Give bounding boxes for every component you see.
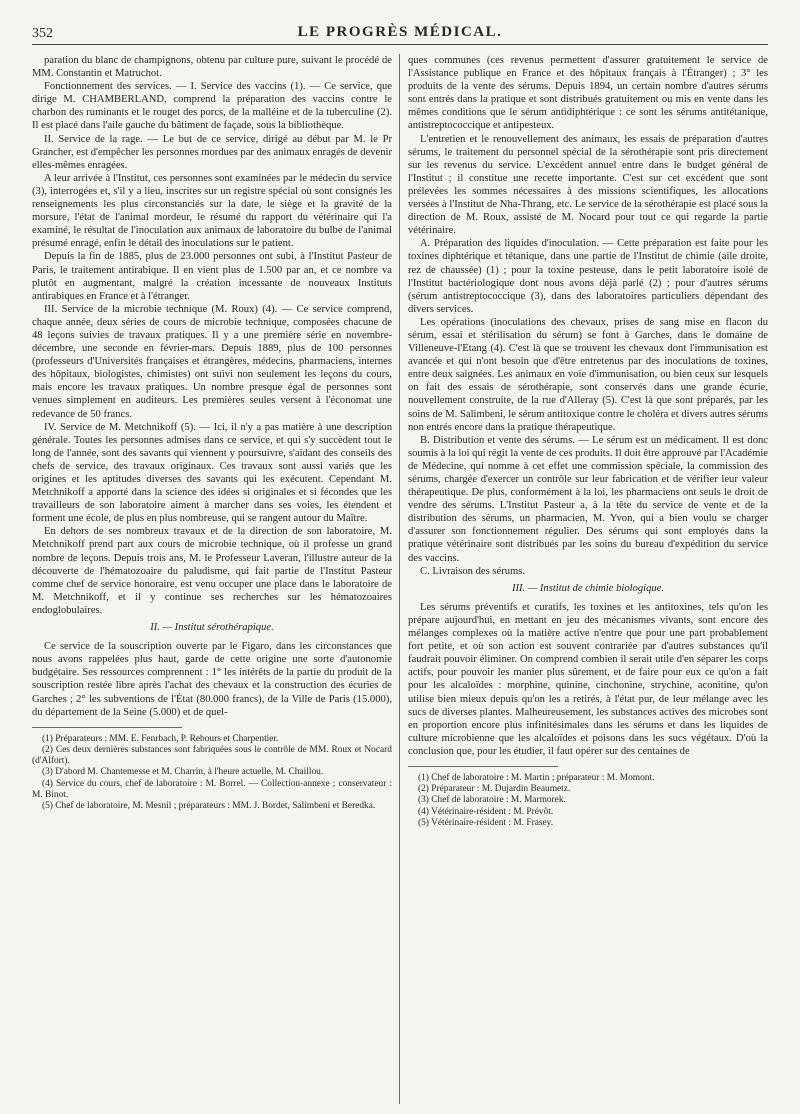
paragraph: ques communes (ces revenus permettent d'assurer gratuitement le service de l'Assistance publique en France et des hôpitaux français à l'Étranger) ; 3° les produits de la vente des sérums. Depuis 1894, un certain nombre d'autres sérums sont entrés dans la pratique et sont distribués gratuitement ou mis en vente dans les mêmes conditions que le sérum antidiphtérique : ce sont les sérums antitétanique, antistreptococcique et antipesteux. xyxy=(408,55,768,132)
footnote: (5) Chef de laboratoire, M. Mesnil ; préparateurs : MM. J. Bordet, Salimbeni et Beredka. xyxy=(42,800,376,811)
paragraph: L'entretien et le renouvellement des animaux, les essais de préparation d'autres sérums, le traitement du personnel spécial de la sérothérapie sont pris directement sur les revenus du service. L'excédent annuel entre dans le budget général de l'Institut ; il constitue une recette importante. C'est sur cet excédent que sont prélevées les sommes nécessaires à des missions scientifiques, les allocations versées à l'Institut de Nha-Thrang, etc. Le service de la sérothérapie est placé sous la direction de M. Roux, assisté de M. Nocard pour tout ce qui regarde la partie vétérinaire. xyxy=(408,133,768,237)
footnote: (2) Ces deux dernières substances sont fabriquées sous le contrôle de MM. Roux et Nocard (d'Alfort). xyxy=(32,744,392,767)
paragraph: III. Service de la microbie technique (M. Roux) (4). — Ce service comprend, chaque année, deux séries de cours de microbie technique, composées chacune de 48 leçons suivies de travaux pratiques. Il y a une première série en novembre-décembre, une seconde en février-mars. Depuis 1889, plus de 100 personnes (professeurs d'Universités françaises et étrangères, médecins, pharmaciens, internes des hôpitaux, biologistes, chimistes) ont suivi non seulement les leçons du cours, mais encore les travaux pratiques. Un nombre presque égal de personnes sont venues simplement en auditeurs. Les premières seules versent à l'économat une redevance de 50 francs. xyxy=(32,303,392,420)
left-column xyxy=(32,54,392,1104)
paragraph: A. Préparation des liquides d'inoculation. — Cette préparation est faite pour les toxines diphtérique et tétanique, dans une partie de l'Institut de chimie (aile droite, rez de chaussée) (1) ; pour la toxine pesteuse, dans le petit laboratoire isolé de l'Institut bactériologique dont nous avons déjà parlé (2) ; pour d'autres sérums (sérum antistreptococcique (3), dans des laboratoires particuliers dépendant des divers services. xyxy=(408,238,768,315)
paragraph: Fonctionnement des services. — I. Service des vaccins (1). — Ce service, que dirige M. CHAMBERLAND, comprend la préparation des vaccins contre le charbon des ruminants et le rouget des porcs, de la malléine et de la tuberculine (2). Il est placé dans l'aile gauche du bâtiment de façade, sous la bibliothèque. xyxy=(32,81,392,132)
section-heading: III. — Institut de chimie biologique. xyxy=(511,582,665,594)
two-column-body xyxy=(32,54,768,1104)
paragraph: A leur arrivée à l'Institut, ces personnes sont examinées par le médecin du service (3), interrogées et, s'il y a lieu, inscrites sur un registre spécial où sont consignés les renseignements les plus circonstanciés sur la date, le siège et la gravité de la morsure, l'état de l'animal mordeur, le résumé du rapport du vétérinaire qui l'a examiné, le résultat de l'inoculation aux animaux de laboratoire du bulbe de l'animal présumé enragé, enfin le détail des inoculations sur le patient. xyxy=(32,172,392,250)
paragraph: B. Distribution et vente des sérums. — Le sérum est un médicament. Il est donc soumis à la loi qui régit la vente de ces produits. Il doit être approuvé par l'Académie de Médecine, qui nomme à cet effet une commission spéciale, la commission des sérums, chargée d'exercer un contrôle sur leur fabrication et de vérifier leur valeur thérapeutique. De plus, conformément à la loi, les pharmaciens ont seuls le droit de vendre des sérums. L'Institut Pasteur a, à la tête du service de vente et de la distribution des sérums, un pharmacien, M. Yvon, qui a bien voulu se charger d'assurer son fonctionnement régulier. Des sérums qui sont employés dans la pratique vétérinaire sont distribués par les soins du bureau d'expédition du service des vaccins. xyxy=(408,434,768,564)
footnote-divider xyxy=(408,766,558,767)
paragraph: paration du blanc de champignons, obtenu par culture pure, suivant le procédé de MM. Constantin et Matruchot. xyxy=(32,55,392,80)
footnote: (4) Service du cours, chef de laboratoire : M. Borrel. — Collection-annexe ; conservateur : M. Binot. xyxy=(32,778,392,800)
paragraph: Ce service de la souscription ouverte par le Figaro, dans les circonstances que nous avons rappelées plus haut, garde de cette origine une sorte d'autonomie budgétaire. Ses ressources comprennent : 1° les intérêts de la partie du produit de la souscription restée libre après l'achat des chevaux et la construction des écuries de Garches ; 2° les subventions de l'État (80.000 francs), de la Ville de Paris (15.000), du département de la Seine (5.000) et de quel- xyxy=(32,641,392,718)
footnote: (3) Chef de laboratoire : M. Marmorek. xyxy=(418,795,566,806)
footnote: (1) Chef de laboratoire : M. Martin ; préparateur : M. Momont. xyxy=(418,772,655,783)
paragraph: En dehors de ses nombreux travaux et de la direction de son laboratoire, M. Metchnikoff prend part aux cours de microbie technique, où il professe un grand nombre de leçons. Depuis trois ans, M. le Professeur Laveran, l'illustre auteur de la découverte de l'hématozoaire du paludisme, qui fait partie de l'Institut Pasteur comme chef de service honoraire, est venu occuper une place dans le laboratoire de M. Metchnikoff, et il y continue ses recherches sur les hématozoaires endoglobulaires. xyxy=(32,526,392,616)
footnote: (5) Vétérinaire-résident : M. Frasey. xyxy=(418,817,554,828)
paragraph: Les sérums préventifs et curatifs, les toxines et les antitoxines, tels qu'on les prépare aujourd'hui, en mettant en jeu des mécanismes vivants, sont encore des mélanges complexes où la matière active n'entre que pour une part probablement fort petite, et où son action est souvent contrariée par d'autres substances qu'il faudrait pouvoir éliminer. On comprend combien il serait utile d'en séparer les corps actifs, pour pouvoir les manier plus sûrement, et de faire pour eux ce qu'on a fait pour les alcaloïdes : morphine, quinine, cinchonine, strychine, aconitine, qu'on utilise bien mieux depuis qu'on les a retirés, à l'état pur, de leur mélange avec les sucs de diverses plantes. Malheureusement, les substances actives des microbes sont en proportion encore plus infinitésimales dans les sérums et dans les liquides de culture microbienne que les alcaloïdes et poisons dans les sucs végétaux. D'où la conclusion que, pour les étudier, il faut opérer sur des centaines de xyxy=(408,601,768,757)
paragraph: II. Service de la rage. — Le but de ce service, dirigé au début par M. le Pr Grancher, est d'empêcher les personnes mordues par des animaux enragés de devenir elles-mêmes enragées. xyxy=(32,133,392,171)
paragraph: IV. Service de M. Metchnikoff (5). — Ici, il n'y a pas matière à une description générale. Toutes les personnes admises dans ce service, et qui s'y succèdent tout le long de l'année, sont des savants qui viennent y poursuivre, s'aidant des conseils des chefs de service, des travaux originaux. Ces travaux sont aussi variés que les origines et les aptitudes diverses des savants qui les exécutent. Cependant M. Metchnikoff a apporté dans la science des idées si originales et si fécondes que les travailleurs de son laboratoire aiment à marcher dans ses voies, les étendent et forment une école, de plus en plus nombreuse, qui se rangent autour du Maître. xyxy=(32,421,392,525)
footnote-divider xyxy=(32,727,182,728)
paragraph: Depuis la fin de 1885, plus de 23.000 personnes ont subi, à l'Institut Pasteur de Paris, le traitement antirabique. Il en vient plus de 1.500 par an, et ce nombre va plutôt en augmentant, malgré la création incessante de nouveaux Instituts antirabiques en France et à l'étranger. xyxy=(32,251,392,302)
column-divider xyxy=(399,54,400,1104)
footnote: (3) D'abord M. Chantemesse et M. Charrin, à l'heure actuelle, M. Chaillou. xyxy=(42,767,324,778)
footnote: (4) Vétérinaire-résident : M. Prévôt. xyxy=(418,806,554,817)
footnote: (2) Préparateur : M. Dujardin Beaumetz. xyxy=(418,784,571,795)
journal-title: LE PROGRÈS MÉDICAL. xyxy=(297,24,503,40)
section-heading: II. — Institut sérothérapique. xyxy=(150,622,274,634)
page-header xyxy=(32,18,768,45)
footnote: (1) Préparateurs : MM. E. Fenrbach, P. Rebours et Charpentier. xyxy=(42,733,279,744)
paragraph: C. Livraison des sérums. xyxy=(420,565,526,577)
paragraph: Les opérations (inoculations des chevaux, prises de sang mise en flacon du sérum, essai et stérilisation du sérum) se font à Garches, dans le domaine de Villeneuve-l'Etang (4). C'est là que se trouvent les chevaux dont l'immunisation est avancée et qui n'ont besoin que d'être entretenus par des inoculations de toxines, entre deux saignées. Les animaux en voie d'immunisation, ou bien ceux sur lesquels on fait des essais de sérothérapie, sont conservés dans une grande écurie, nouvellement construite, de la rue d'Alleray (5). C'est là que sont préparés, par les soins de M. Salimbeni, le sérum antitoxique contre le choléra et divers autres sérums non entrés encore dans la pratique thérapeutique. xyxy=(408,316,768,433)
right-column xyxy=(408,54,768,1104)
page-number: 352 xyxy=(32,26,53,41)
